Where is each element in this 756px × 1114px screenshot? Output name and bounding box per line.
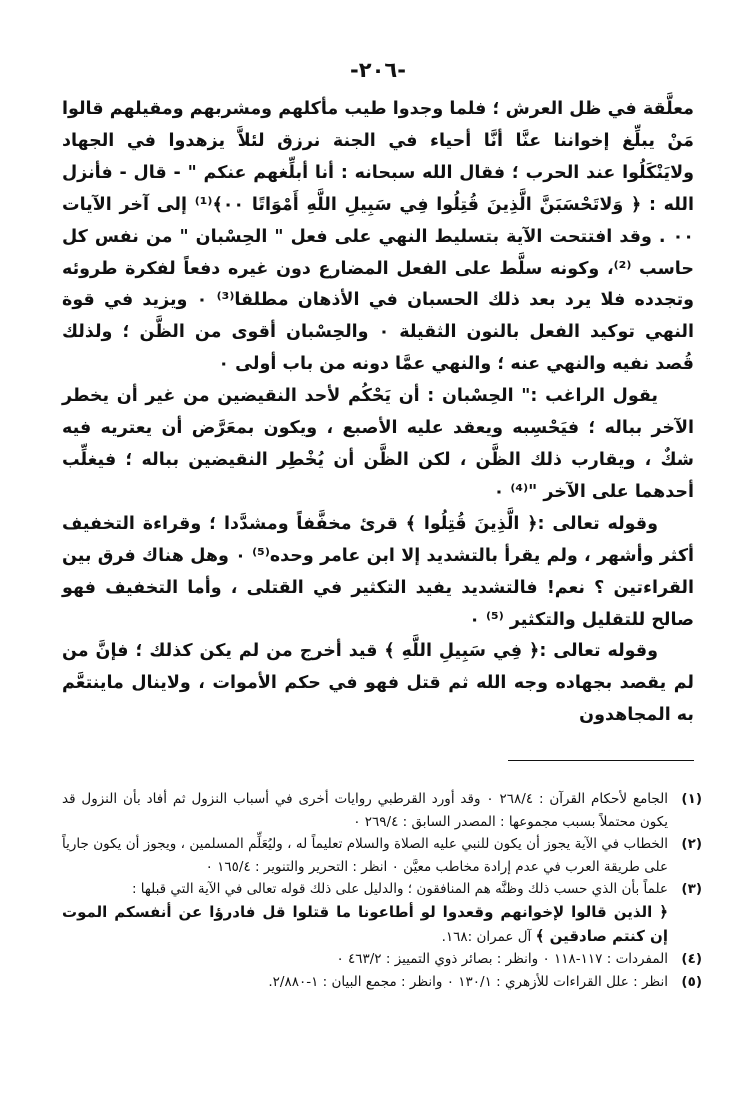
footnote-text: الجامع لأحكام القرآن : ٢٦٨/٤ ۰ وقد أورد القرطبي روايات أخرى في أسباب النزول ثم أفاد بأن النزول قد يكون محتملاً بسبب مجموعها : المصدر السابق : ٢٦٩/٤ ۰ (62, 791, 668, 830)
paragraph-qiraat: وقوله تعالى :﴿ الَّذِينَ قُتِلُوا ﴾ قرئ مخفَّفاً ومشدَّدا ؛ وقراءة التخفيف أكثر وأشهر ، ولم يقرأ بالتشديد إلا ابن عامر وحده⁽⁵⁾ ۰ وهل هناك فرق بين القراءتين ؟ نعم! فالتشديد يفيد التكثير في القتلى ، وأما التخفيف فهو صالح للتقليل والتكثير ⁽⁵⁾ ۰ (62, 513, 695, 630)
footnote-text: انظر : علل القراءات للأزهري : ١٣٠/١ ۰ وانظر : مجمع البيان : ١-٢/٨٨٠. (268, 973, 668, 990)
footnote-number: (٥) (681, 973, 702, 990)
paragraph-hadith-and-verse: معلَّقة في ظل العرش ؛ فلما وجدوا طيب مأكلهم ومشربهم ومقيلهم قالوا مَنْ يبلِّغ إخواننا عنَّا أنَّا أحياء في الجنة نرزق لئلاَّ يزهدوا في الجهاد ولايَنْكَلُوا عند الحرب ؛ فقال الله سبحانه : أنا أبلِّغهم عنكم " - قال - فأنزل الله : ﴿ وَلاتَحْسَبَنَّ الَّذِينَ قُتِلُوا فِي سَبِيلِ اللَّهِ أَمْوَاتًا ۰۰﴾⁽¹⁾ إلى آخر الآيات ۰۰ . وقد افتتحت الآية بتسليط النهي على فعل " الحِسْبان " من نفس كل حاسب ⁽²⁾، وكونه سلَّط على الفعل المضارع دون غيره دفعاً لفكرة طروئه وتجدده فلا يرد بعد ذلك الحسبان في الأذهان مطلقا⁽³⁾ ۰ ويزيد في قوة النهي توكيد الفعل بالنون الثقيلة ۰ والحِسْبان أقوى من الظَّن ؛ ولذلك قُصد نفيه والنهي عنه ؛ والنهي عمَّا دونه من باب أولى ۰ (62, 99, 695, 375)
footnote-5 (62, 971, 702, 994)
footnote-number: (٢) (681, 836, 702, 853)
footnote-number: (٣) (681, 881, 702, 898)
paragraph-raghib-quote: يقول الراغب :" الحِسْبان : أن يَحْكُم لأحد النقيضين من غير أن يخطر الآخر بباله ؛ فيَحْسِبه ويعقد عليه الأصبع ، ويكون بمعَرَّض أن يعتريه فيه شكٌ ، ويقارب ذلك الظَّن ، لكن الظَّن أن يُخْطِر النقيضين بباله ؛ فيغلِّب أحدهما على الآخر "⁽⁴⁾ ۰ (62, 386, 694, 502)
footnote-text-block (62, 878, 668, 948)
footnote-number: (١) (681, 791, 702, 807)
footnote-1 (62, 788, 702, 833)
footnote-4 (62, 948, 702, 971)
footnote-text: الخطاب في الآية يجوز أن يكون للنبي عليه الصلاة والسلام تعليماً له ، وليُعَلِّم المسلمين ، ويجوز أن يكون جارياً على طريقة العرب في عدم إرادة مخاطب معيَّن ۰ انظر : التحرير والتنوير : ١٦٥/٤ ۰ (62, 836, 668, 875)
footnote-number: (٤) (681, 951, 702, 968)
main-text (62, 94, 694, 732)
paragraph-fi-sabilillah: وقوله تعالى :﴿ فِي سَبِيلِ اللَّهِ ﴾ قيد أخرج من لم يكن كذلك ؛ فإنَّ من لم يقصد بجهاده وجه الله ثم قتل فهو في حكم الأموات ، ولاينال ماينتعَّم به المجاهدون (62, 641, 694, 726)
footnote-quran-verse: ﴿ الذين قالوا لإخوانهم وقعدوا لو أطاعونا ما قتلوا قل فادرؤا عن أنفسكم الموت إن كنتم صادقين ﴾ (62, 902, 668, 945)
footnote-verse-reference: آل عمران :١٦٨. (441, 928, 536, 945)
footnote-text: علماً بأن الذي حسب ذلك وظنَّه هم المنافقون ؛ والدليل على ذلك قوله تعالى في الآية التي قبلها : (131, 881, 668, 898)
footnotes (62, 788, 702, 993)
footnote-text: المفردات : ١١٧-١١٨ ۰ وانظر : بصائر ذوي التمييز : ٤٦٣/٢ ۰ (336, 951, 668, 968)
footnote-3 (62, 878, 702, 948)
page-number: -٢٠٦- (350, 58, 406, 82)
footnote-separator (508, 760, 694, 761)
footnote-2 (62, 833, 702, 878)
